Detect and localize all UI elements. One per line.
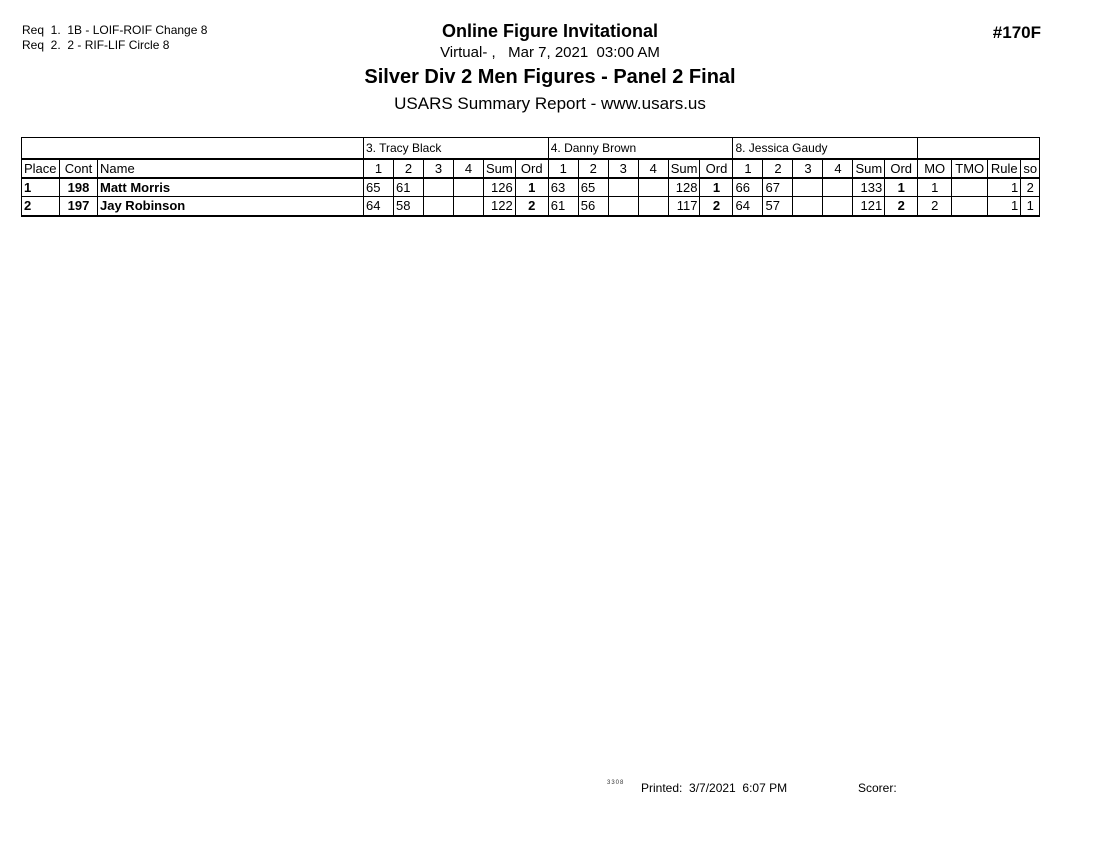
score-cell: 61 (548, 197, 578, 216)
mo-cell: 1 (918, 178, 952, 197)
score-cell (608, 178, 638, 197)
column-header-j2-score4: 4 (638, 159, 668, 178)
name-cell: Jay Robinson (98, 197, 364, 216)
ord-cell: 1 (700, 178, 733, 197)
score-cell (823, 178, 853, 197)
judge-header-3: 8. Jessica Gaudy (733, 138, 918, 159)
score-cell (454, 178, 484, 197)
score-cell: 56 (578, 197, 608, 216)
results-table (21, 137, 1040, 217)
column-header-j3-score1: 1 (733, 159, 763, 178)
req-line-2: Req 2. 2 - RIF-LIF Circle 8 (22, 38, 170, 52)
event-number: #170F (992, 23, 1041, 42)
judge-row-right-spacer (918, 138, 1040, 159)
sum-cell: 133 (853, 178, 885, 197)
score-cell: 65 (364, 178, 394, 197)
score-cell (424, 197, 454, 216)
sum-cell: 121 (853, 197, 885, 216)
name-cell: Matt Morris (98, 178, 364, 197)
column-header-j1-score3: 3 (424, 159, 454, 178)
scorer-label: Scorer: (858, 781, 897, 795)
sum-cell: 126 (484, 178, 516, 197)
column-header-j1-score4: 4 (454, 159, 484, 178)
so-cell: 2 (1021, 178, 1040, 197)
column-header-so: so (1021, 159, 1040, 178)
column-header-j3-sum: Sum (853, 159, 885, 178)
ord-cell: 1 (515, 178, 548, 197)
score-cell: 64 (364, 197, 394, 216)
sum-cell: 128 (668, 178, 700, 197)
judge-row-left-spacer (22, 138, 364, 159)
place-cell: 2 (22, 197, 60, 216)
column-header-row (22, 159, 1040, 178)
column-header-j3-score3: 3 (793, 159, 823, 178)
printed-timestamp: Printed: 3/7/2021 6:07 PM (641, 781, 788, 795)
score-cell (793, 178, 823, 197)
report-title: USARS Summary Report - www.usars.us (394, 94, 706, 113)
score-cell: 63 (548, 178, 578, 197)
column-header-tmo: TMO (952, 159, 988, 178)
score-cell: 57 (763, 197, 793, 216)
score-cell: 65 (578, 178, 608, 197)
column-header-j1-score2: 2 (394, 159, 424, 178)
rule-cell: 1 (988, 197, 1021, 216)
cont-cell: 197 (60, 197, 98, 216)
sum-cell: 122 (484, 197, 516, 216)
score-cell (424, 178, 454, 197)
score-cell (454, 197, 484, 216)
place-cell: 1 (22, 178, 60, 197)
score-cell (608, 197, 638, 216)
ord-cell: 2 (700, 197, 733, 216)
judge-header-1: 3. Tracy Black (364, 138, 549, 159)
column-header-j2-ord: Ord (700, 159, 733, 178)
column-header-rule: Rule (988, 159, 1021, 178)
score-cell (638, 197, 668, 216)
column-header-j2-score2: 2 (578, 159, 608, 178)
report-header (0, 21, 1100, 114)
column-header-cont: Cont (60, 159, 98, 178)
score-cell: 67 (763, 178, 793, 197)
column-header-j1-ord: Ord (515, 159, 548, 178)
judge-header-row (22, 138, 1040, 159)
event-datetime: Virtual- , Mar 7, 2021 03:00 AM (440, 44, 660, 61)
ord-cell: 2 (885, 197, 918, 216)
column-header-j2-sum: Sum (668, 159, 700, 178)
score-cell: 66 (733, 178, 763, 197)
cont-cell: 198 (60, 178, 98, 197)
column-header-place: Place (22, 159, 60, 178)
ord-cell: 1 (885, 178, 918, 197)
score-cell: 61 (394, 178, 424, 197)
column-header-name: Name (98, 159, 364, 178)
tmo-cell (952, 197, 988, 216)
column-header-j3-score4: 4 (823, 159, 853, 178)
table-row (22, 197, 1040, 216)
score-cell: 64 (733, 197, 763, 216)
score-cell (793, 197, 823, 216)
column-header-j1-sum: Sum (484, 159, 516, 178)
division-title: Silver Div 2 Men Figures - Panel 2 Final (364, 66, 736, 88)
so-cell: 1 (1021, 197, 1040, 216)
tmo-cell (952, 178, 988, 197)
judge-header-2: 4. Danny Brown (548, 138, 733, 159)
table-row (22, 178, 1040, 197)
column-header-j3-score2: 2 (763, 159, 793, 178)
score-cell (823, 197, 853, 216)
score-cell: 58 (394, 197, 424, 216)
column-header-j3-ord: Ord (885, 159, 918, 178)
column-header-mo: MO (918, 159, 952, 178)
rule-cell: 1 (988, 178, 1021, 197)
sum-cell: 117 (668, 197, 700, 216)
column-header-j2-score1: 1 (548, 159, 578, 178)
column-header-j2-score3: 3 (608, 159, 638, 178)
score-cell (638, 178, 668, 197)
version-note: 3308 (607, 780, 625, 786)
ord-cell: 2 (515, 197, 548, 216)
req-line-1: Req 1. 1B - LOIF-ROIF Change 8 (22, 23, 208, 37)
mo-cell: 2 (918, 197, 952, 216)
column-header-j1-score1: 1 (364, 159, 394, 178)
event-title: Online Figure Invitational (441, 21, 659, 41)
